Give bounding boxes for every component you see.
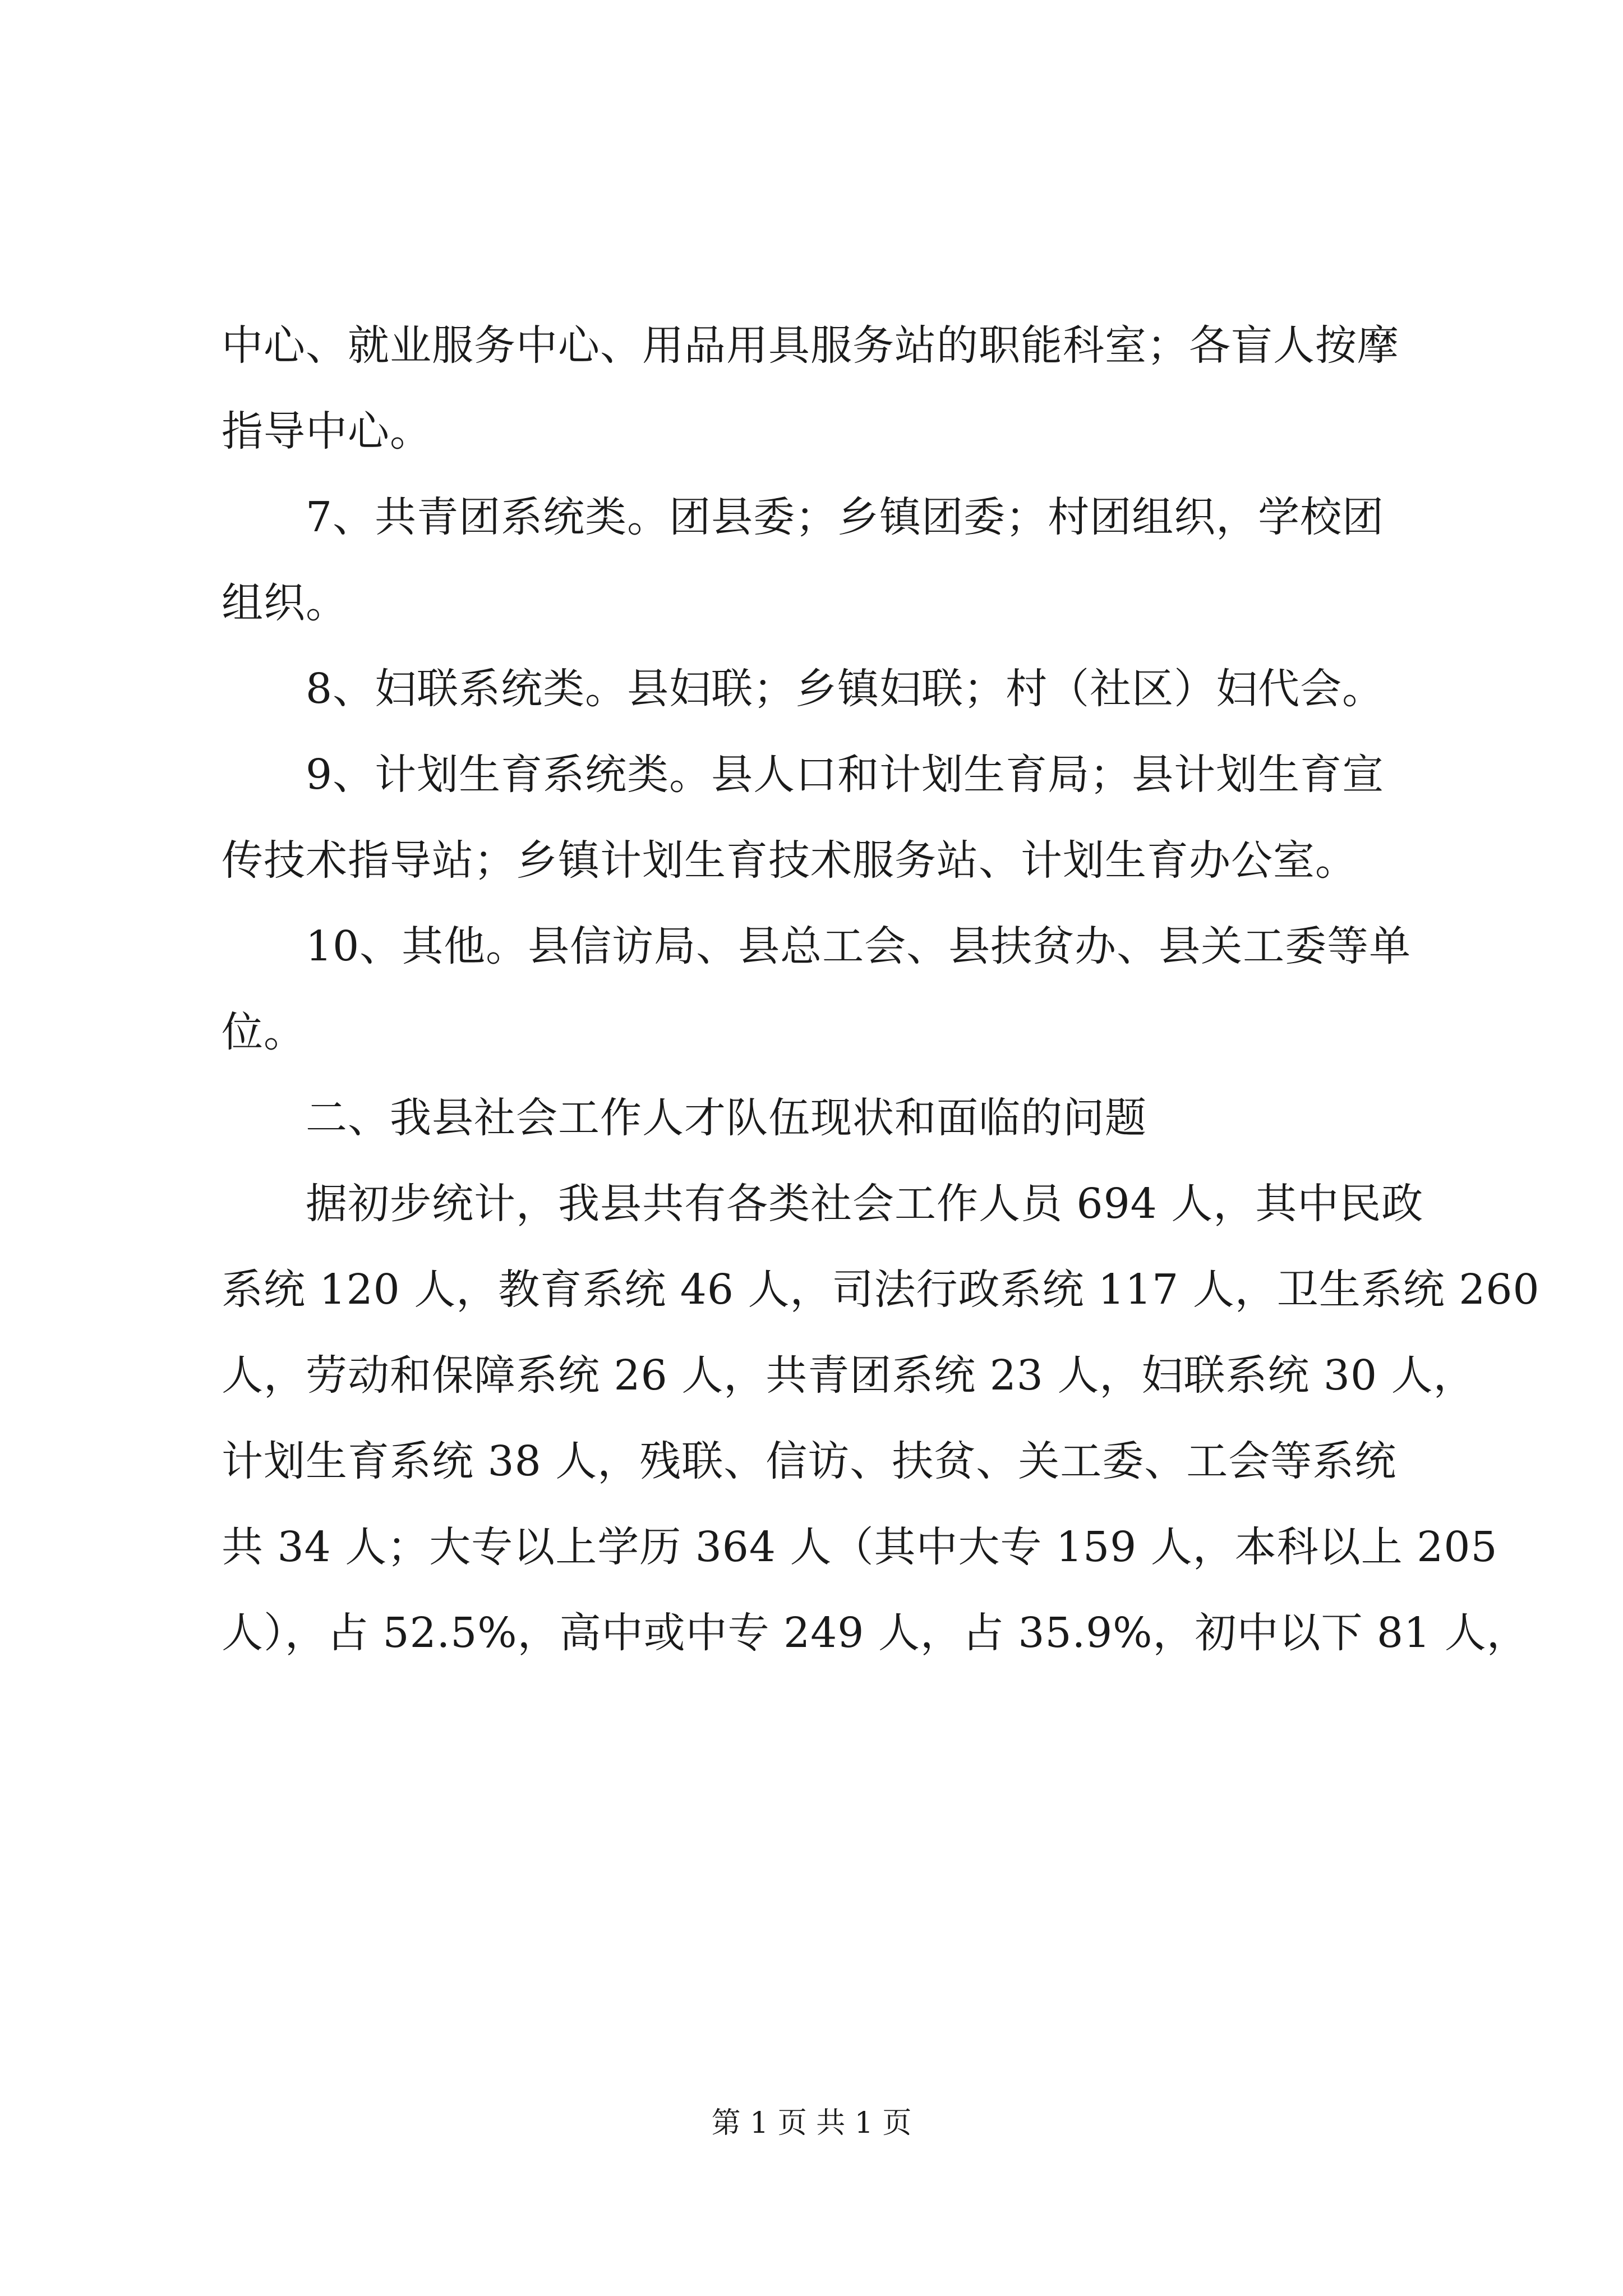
text-line: 位。 — [222, 1008, 306, 1056]
paragraph-item-9 — [222, 732, 1419, 904]
paragraph-continuation — [222, 303, 1419, 475]
text-line: 人，劳动和保障系统 26 人，共青团系统 23 人，妇联系统 30 人， — [222, 1351, 1476, 1400]
paragraph-statistics — [222, 1161, 1540, 1676]
page-footer: 第 1 页 共 1 页 — [711, 2106, 912, 2140]
text-line: 中心、就业服务中心、用品用具服务站的职能科室；各盲人按摩 — [222, 321, 1399, 370]
text-line: 系统 120 人，教育系统 46 人，司法行政系统 117 人，卫生系统 260 — [222, 1266, 1540, 1314]
paragraph-item-7 — [222, 475, 1419, 646]
text-line: 10、其他。县信访局、县总工会、县扶贫办、县关工委等单 — [306, 922, 1412, 970]
section-heading-text: 二、我县社会工作人才队伍现状和面临的问题 — [306, 1094, 1147, 1142]
paragraph-item-10 — [222, 904, 1419, 1075]
text-line: 据初步统计，我县共有各类社会工作人员 694 人，其中民政 — [306, 1180, 1424, 1228]
text-line: 指导中心。 — [222, 407, 432, 455]
text-line: 共 34 人；大专以上学历 364 人（其中大专 159 人，本科以上 205 — [222, 1523, 1498, 1571]
text-line: 计划生育系统 38 人，残联、信访、扶贫、关工委、工会等系统 — [222, 1437, 1397, 1485]
text-line: 8、妇联系统类。县妇联；乡镇妇联；村（社区）妇代会。 — [306, 665, 1385, 713]
section-heading — [222, 1075, 1419, 1161]
paragraph-item-8 — [222, 646, 1419, 732]
text-line: 7、共青团系统类。团县委；乡镇团委；村团组织，学校团 — [306, 493, 1385, 541]
text-line: 9、计划生育系统类。县人口和计划生育局；县计划生育宣 — [306, 751, 1385, 799]
text-line: 组织。 — [222, 579, 348, 627]
text-line: 人），占 52.5%，高中或中专 249 人，占 35.9%，初中以下 81 人， — [222, 1609, 1529, 1657]
document-body — [222, 303, 1540, 1676]
text-line: 传技术指导站；乡镇计划生育技术服务站、计划生育办公室。 — [222, 836, 1357, 885]
